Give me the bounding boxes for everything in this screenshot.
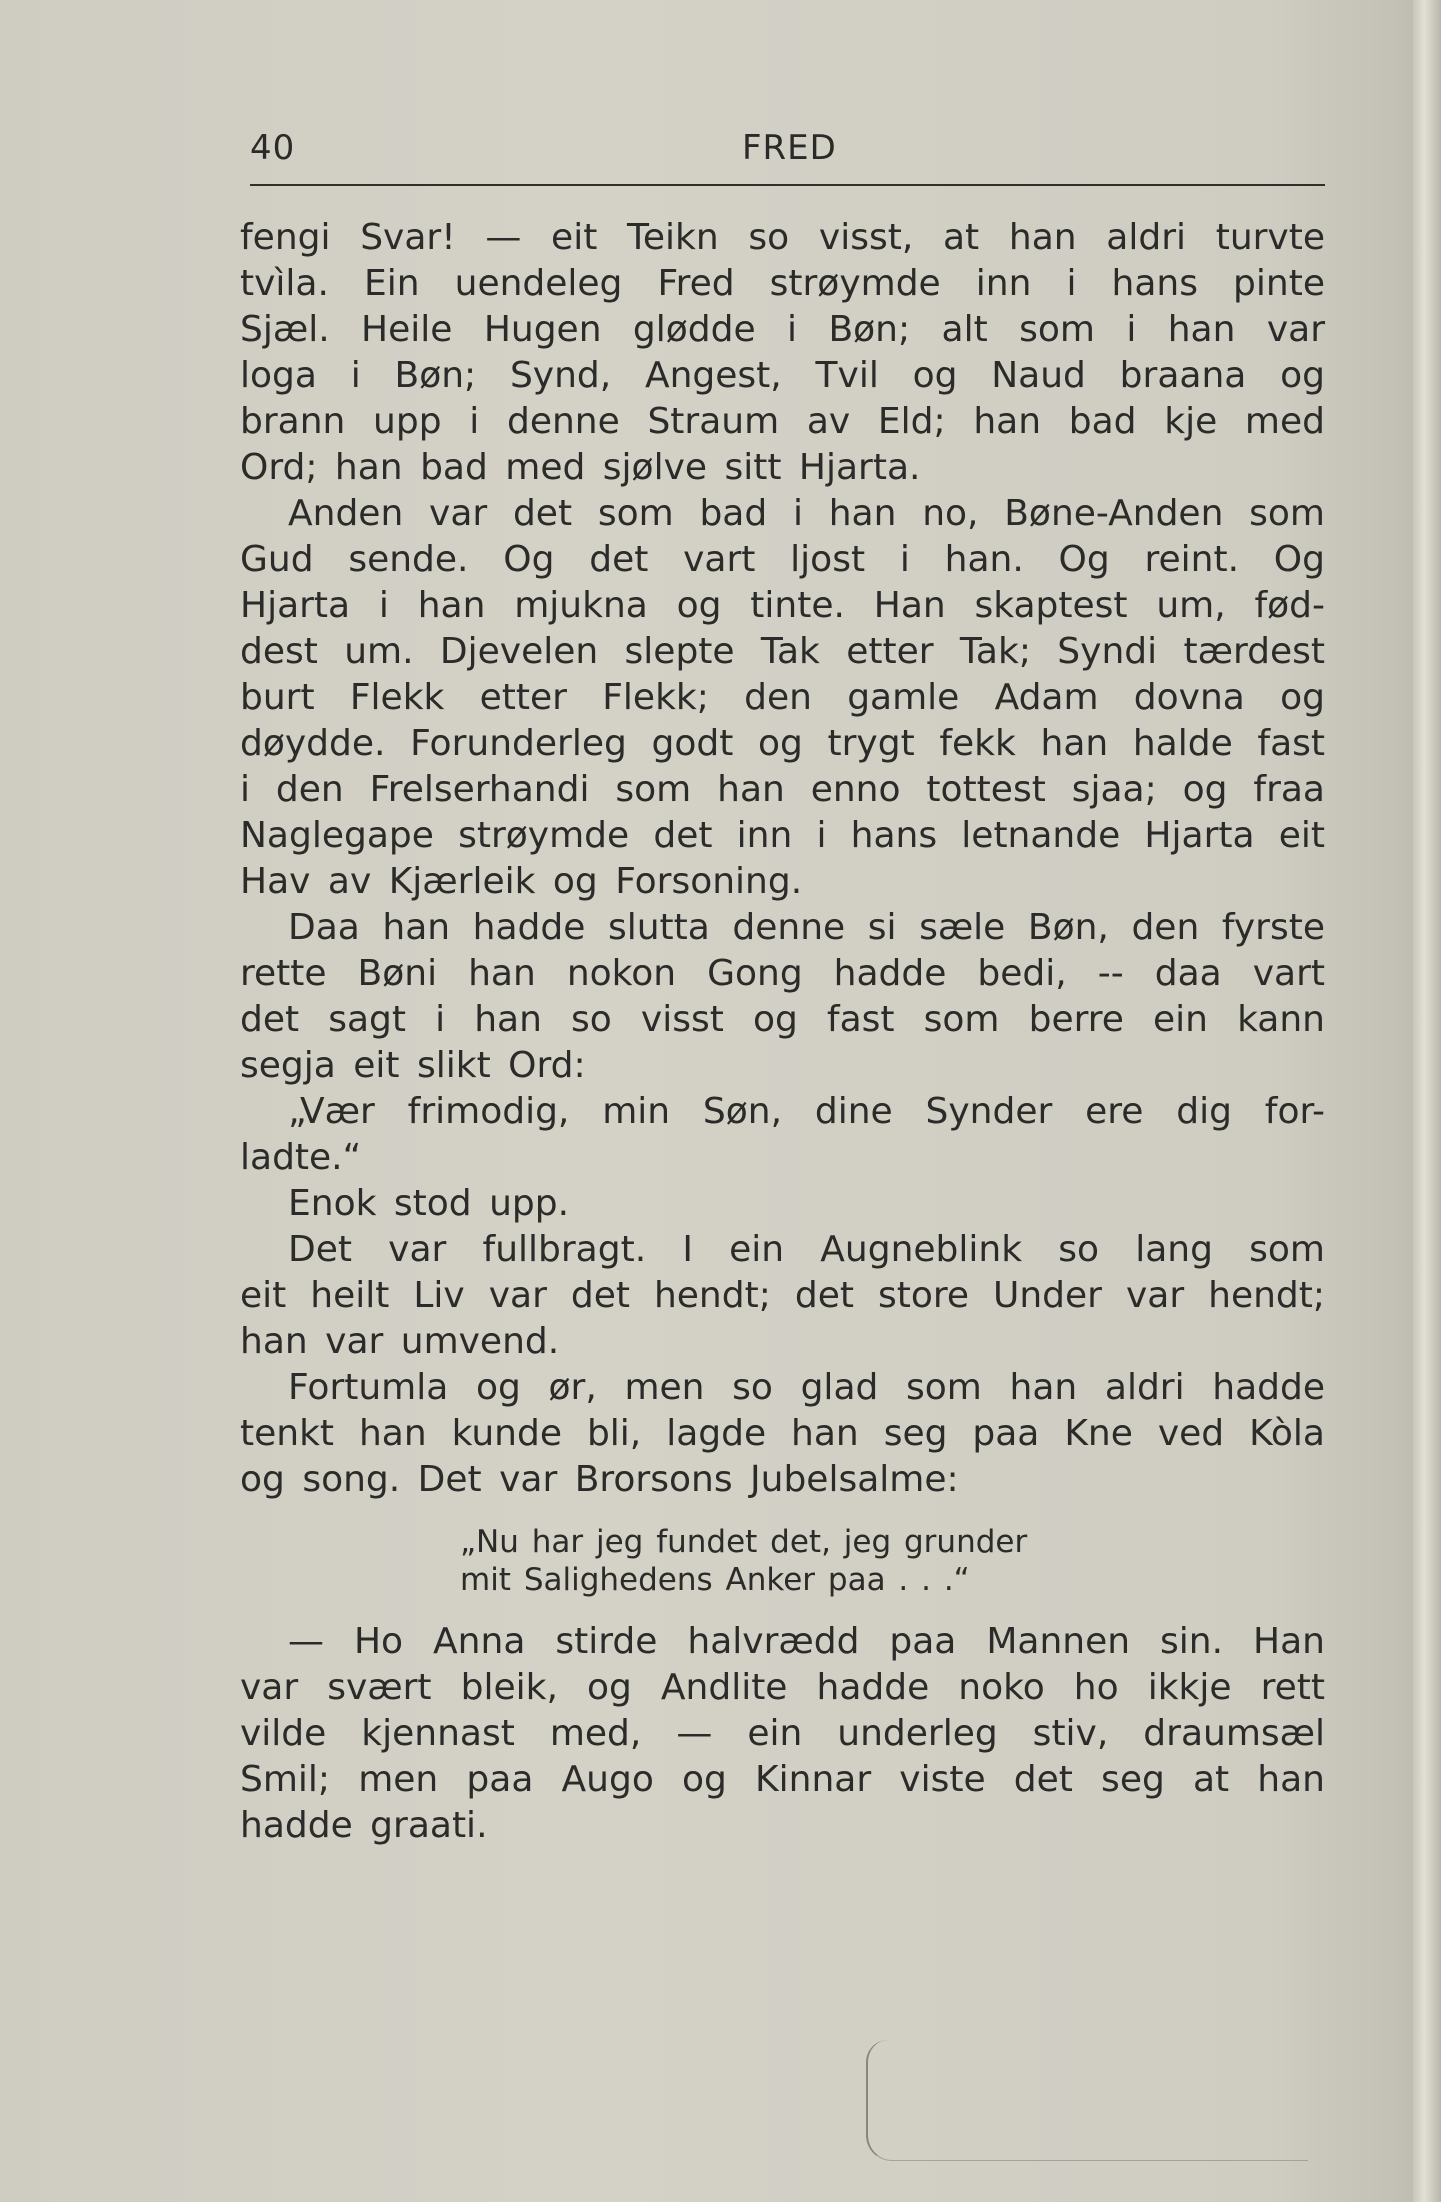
text-line: — Ho Anna stirde halvrædd paa Mannen sin. Han: [288, 1621, 1325, 1662]
text-line: segja eit slikt Ord:: [240, 1045, 586, 1086]
text-line: Fortumla og ør, men so glad som han aldri hadde: [288, 1367, 1325, 1408]
text-line: Hav av Kjærleik og Forsoning.: [240, 861, 803, 902]
text-line: ladte.“: [240, 1137, 362, 1178]
text-line: vilde kjennast med, — ein underleg stiv, draumsæl: [240, 1713, 1325, 1754]
text-line: hadde graati.: [240, 1805, 488, 1846]
text-line: døydde. Forunderleg godt og trygt fekk han halde fast: [240, 723, 1325, 764]
text-line: i den Frelserhandi som han enno tottest sjaa; og fraa: [240, 769, 1325, 810]
text-line: Hjarta i han mjukna og tinte. Han skaptest um, fød-: [240, 585, 1325, 626]
text-line: Det var fullbragt. I ein Augneblink so lang som: [288, 1229, 1325, 1270]
text-line: han var umvend.: [240, 1321, 560, 1362]
page-header: [250, 128, 1325, 186]
text-line: rette Bøni han nokon Gong hadde bedi, -- daa vart: [240, 953, 1325, 994]
text-line: Smil; men paa Augo og Kinnar viste det seg at han: [240, 1759, 1325, 1800]
verse-line: mit Salighedens Anker paa . . .“: [460, 1562, 970, 1598]
text-line: Naglegape strøymde det inn i hans letnande Hjarta eit: [240, 815, 1325, 856]
text-line: burt Flekk etter Flekk; den gamle Adam dovna og: [240, 677, 1325, 718]
text-line: Sjæl. Heile Hugen glødde i Bøn; alt som i han var: [240, 309, 1325, 350]
hymn-quote: [460, 1523, 1325, 1599]
text-line: Ord; han bad med sjølve sitt Hjarta.: [240, 447, 921, 488]
verse-line: „Nu har jeg fundet det, jeg grunder: [460, 1524, 1028, 1560]
text-line: og song. Det var Brorsons Jubelsalme:: [240, 1459, 959, 1500]
text-line: Anden var det som bad i han no, Bøne-Anden som: [288, 493, 1325, 534]
body-text: [240, 215, 1325, 1849]
page-number: 40: [250, 128, 296, 168]
text-line: eit heilt Liv var det hendt; det store Under var hendt;: [240, 1275, 1325, 1316]
text-line: Daa han hadde slutta denne si sæle Bøn, den fyrste: [288, 907, 1325, 948]
page-stain-mark: [866, 2040, 1308, 2161]
text-line: Enok stod upp.: [288, 1183, 570, 1224]
text-line: var svært bleik, og Andlite hadde noko ho ikkje rett: [240, 1667, 1325, 1708]
text-line: loga i Bøn; Synd, Angest, Tvil og Naud braana og: [240, 355, 1325, 396]
running-title: FRED: [742, 128, 837, 168]
text-line: tenkt han kunde bli, lagde han seg paa Kne ved Kòla: [240, 1413, 1325, 1454]
text-line: tvìla. Ein uendeleg Fred strøymde inn i hans pinte: [240, 263, 1325, 304]
text-line: brann upp i denne Straum av Eld; han bad kje med: [240, 401, 1325, 442]
text-line: dest um. Djevelen slepte Tak etter Tak; Syndi tærdest: [240, 631, 1325, 672]
text-line: Gud sende. Og det vart ljost i han. Og reint. Og: [240, 539, 1325, 580]
text-line: „Vær frimodig, min Søn, dine Synder ere dig for-: [288, 1091, 1325, 1132]
text-line: det sagt i han so visst og fast som berre ein kann: [240, 999, 1325, 1040]
text-line: fengi Svar! — eit Teikn so visst, at han aldri turvte: [240, 217, 1325, 258]
page-edge: [1413, 0, 1441, 2202]
